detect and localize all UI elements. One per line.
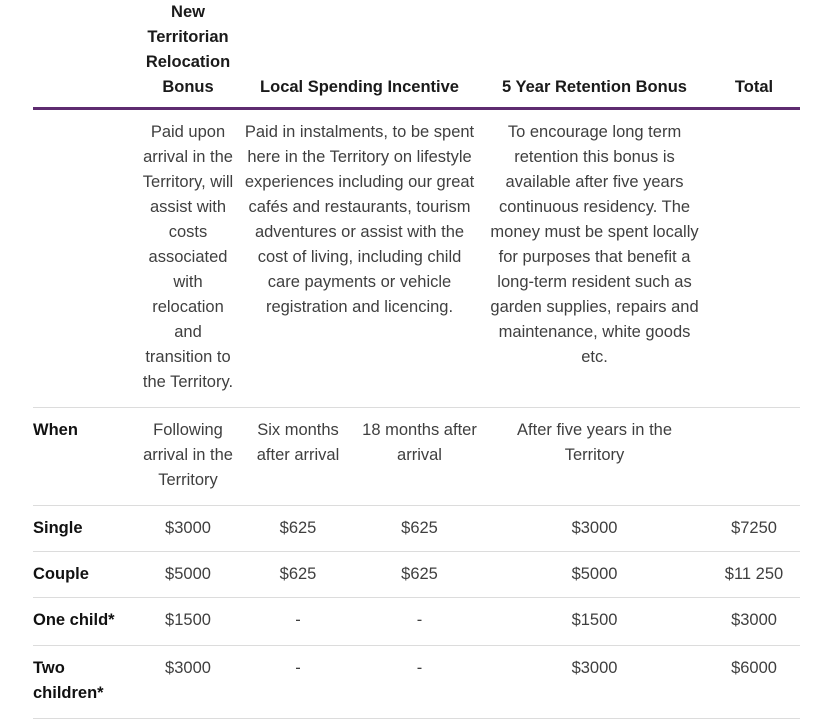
cell-couple-relocation: $5000 (138, 552, 238, 598)
cell-one-child-local-spending-2: - (358, 598, 481, 646)
cell-two-children-relocation: $3000 (138, 646, 238, 719)
row-label-couple: Couple (33, 552, 138, 598)
cell-two-children-retention: $3000 (481, 646, 708, 719)
cell-two-children-local-spending-2: - (358, 646, 481, 719)
when-local-spending-2-text: 18 months after arrival (362, 421, 477, 464)
column-header-total: Total (708, 0, 800, 109)
cell-one-child-relocation: $1500 (138, 598, 238, 646)
table-body (33, 109, 800, 719)
cell-single-relocation: $3000 (138, 506, 238, 552)
table-row-description (33, 109, 800, 408)
row-label-one-child-text: One child* (33, 611, 115, 629)
row-label-one-child (33, 598, 138, 646)
when-local-spending-1-text: Six months after arrival (256, 421, 340, 464)
cell-description-local-spending (238, 109, 481, 408)
cell-when-local-spending-2 (358, 408, 481, 506)
column-header-five-year-retention-bonus: 5 Year Retention Bonus (481, 0, 708, 109)
row-label-single: Single (33, 506, 138, 552)
table-header (33, 0, 800, 109)
header-row (33, 0, 800, 109)
description-relocation-text: Paid upon arrival in the Territory, will assist with costs associated with relocation and transition to the Territory. (142, 123, 234, 391)
cell-description-total (708, 109, 800, 408)
cell-single-local-spending-1: $625 (238, 506, 358, 552)
table-row-couple (33, 552, 800, 598)
table-row-two-children (33, 646, 800, 719)
description-local-spending-text: Paid in instalments, to be spent here in the Territory on lifestyle experiences including our great cafés and restaurants, tourism adventures or assist with the cost of living, including child care payments or vehicle registration and licencing. (244, 123, 475, 316)
cell-when-local-spending-1 (238, 408, 358, 506)
cell-when-relocation (138, 408, 238, 506)
cell-couple-retention: $5000 (481, 552, 708, 598)
cell-couple-local-spending-2: $625 (358, 552, 481, 598)
cell-one-child-retention: $1500 (481, 598, 708, 646)
column-header-row-label (33, 0, 138, 109)
cell-single-total: $7250 (708, 506, 800, 552)
cell-two-children-total: $6000 (708, 646, 800, 719)
row-label-when: When (33, 408, 138, 506)
cell-couple-total: $11 250 (708, 552, 800, 598)
cell-one-child-total: $3000 (708, 598, 800, 646)
row-label-two-children (33, 646, 138, 719)
cell-single-local-spending-2: $625 (358, 506, 481, 552)
cell-two-children-local-spending-1: - (238, 646, 358, 719)
cell-one-child-local-spending-1: - (238, 598, 358, 646)
cell-description-retention (481, 109, 708, 408)
cell-when-retention (481, 408, 708, 506)
when-relocation-text: Following arrival in the Territory (143, 421, 233, 489)
description-retention-text: To encourage long term retention this bonus is available after five years continuous residency. The money must be spent locally for purposes that benefit a long-term resident such as garden supplies, repairs and maintenance, white goods etc. (490, 123, 699, 366)
cell-description-relocation (138, 109, 238, 408)
column-header-local-spending-incentive: Local Spending Incentive (238, 0, 481, 109)
row-label-description (33, 109, 138, 408)
cell-couple-local-spending-1: $625 (238, 552, 358, 598)
row-label-two-children-text: Two children* (33, 659, 104, 702)
column-header-new-territorian-relocation-bonus: New Territorian Relocation Bonus (138, 0, 238, 109)
table-row-one-child (33, 598, 800, 646)
table-row-when (33, 408, 800, 506)
cell-when-total (708, 408, 800, 506)
when-retention-text: After five years in the Territory (517, 421, 673, 464)
benefits-table (33, 0, 800, 719)
table-row-single (33, 506, 800, 552)
cell-single-retention: $3000 (481, 506, 708, 552)
